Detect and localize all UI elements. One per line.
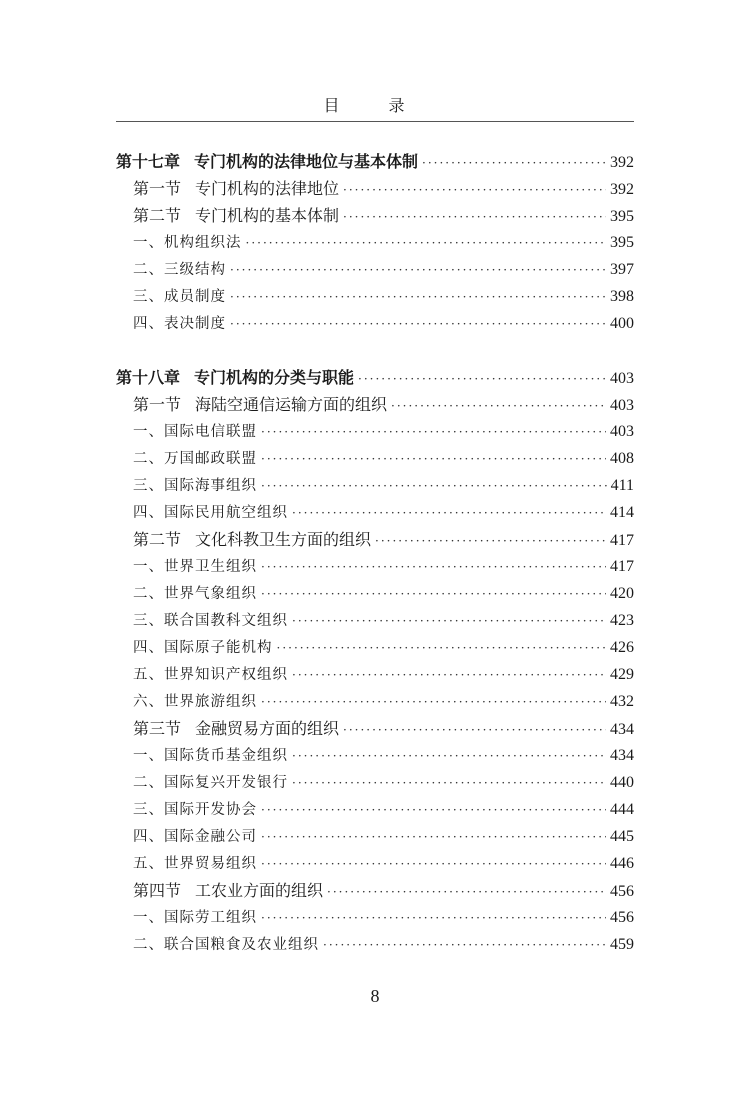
toc-entry-chapter[interactable] [116, 148, 634, 175]
toc-entry-page: 429 [610, 666, 634, 683]
toc-entry-title: 一、国际劳工组织 [133, 910, 257, 926]
toc-entry-title: 五、世界知识产权组织 [133, 667, 288, 683]
toc-leader-dots [375, 528, 606, 555]
toc-entry-page: 403 [610, 397, 634, 414]
toc-entry-label [133, 635, 273, 662]
toc-entry-title: 一、机构组织法 [133, 235, 242, 251]
toc-entry-title: 一、国际货币基金组织 [133, 748, 288, 764]
toc-entry-title: 二、联合国粮食及农业组织 [133, 937, 319, 953]
toc-entry-number: 第十八章 [116, 368, 181, 387]
toc-leader-dots [261, 581, 606, 608]
toc-entry-section[interactable] [116, 202, 634, 229]
toc-entry-item[interactable] [116, 607, 634, 634]
toc-entry-label [133, 257, 226, 284]
toc-leader-dots [292, 608, 606, 635]
toc-entry-label [133, 662, 288, 689]
toc-entry-number: 第一节 [133, 395, 182, 414]
toc-entry-label [116, 364, 354, 391]
toc-entry-page: 411 [610, 477, 634, 494]
toc-leader-dots [292, 743, 606, 770]
toc-entry-label [133, 608, 288, 635]
toc-entry-item[interactable] [116, 283, 634, 310]
toc-entry-title: 金融贸易方面的组织 [195, 719, 340, 738]
toc-entry-label [133, 446, 257, 473]
toc-entry-label [133, 877, 323, 904]
toc-entry-label [133, 797, 257, 824]
toc-leader-dots [292, 770, 606, 797]
toc-entry-label [133, 581, 257, 608]
toc-entry-page: 434 [610, 747, 634, 764]
header-rule [116, 121, 634, 122]
toc-entry-page: 456 [610, 909, 634, 926]
toc-entry-item[interactable] [116, 310, 634, 337]
toc-entry-title: 专门机构的分类与职能 [194, 368, 355, 387]
toc-entry-title: 专门机构的法律地位与基本体制 [194, 152, 419, 171]
toc-entry-page: 440 [610, 774, 634, 791]
toc-entry-item[interactable] [116, 499, 634, 526]
toc-entry-title: 二、国际复兴开发银行 [133, 775, 288, 791]
toc-entry-page: 459 [610, 936, 634, 953]
toc-entry-item[interactable] [116, 472, 634, 499]
toc-leader-dots [261, 554, 606, 581]
toc-entry-label [133, 284, 226, 311]
toc-leader-dots [261, 473, 607, 500]
toc-entry-page: 398 [610, 288, 634, 305]
toc-leader-dots [261, 419, 606, 446]
toc-entry-number: 第四节 [133, 881, 182, 900]
toc-entry-label [133, 715, 339, 742]
toc-entry-title: 四、表决制度 [133, 316, 226, 332]
toc-entry-label [133, 851, 257, 878]
toc-entry-section[interactable] [116, 391, 634, 418]
toc-entry-label [133, 473, 257, 500]
toc-entry-section[interactable] [116, 175, 634, 202]
toc-entry-item[interactable] [116, 634, 634, 661]
toc-leader-dots [261, 905, 606, 932]
toc-entry-label [133, 175, 339, 202]
toc-leader-dots [246, 230, 607, 257]
toc-entry-label [133, 932, 319, 959]
toc-leader-dots [358, 366, 606, 393]
toc-leader-dots [323, 932, 606, 959]
toc-leader-dots [261, 797, 606, 824]
toc-entry-page: 432 [610, 693, 634, 710]
toc-entry-label [133, 743, 288, 770]
toc-entry-title: 三、国际海事组织 [133, 478, 257, 494]
toc-entry-title: 四、国际原子能机构 [133, 640, 273, 656]
toc-entry-page: 417 [610, 558, 634, 575]
toc-entry-page: 395 [610, 234, 634, 251]
toc-entry-label [133, 770, 288, 797]
toc-entry-item[interactable] [116, 229, 634, 256]
toc-leader-dots [261, 851, 606, 878]
toc-leader-dots [230, 257, 606, 284]
toc-entry-page: 445 [610, 828, 634, 845]
toc-leader-dots [230, 284, 606, 311]
toc-leader-dots [292, 662, 606, 689]
toc-entry-label [133, 526, 371, 553]
toc-entry-label [133, 202, 339, 229]
toc-entry-page: 423 [610, 612, 634, 629]
toc-entry-page: 420 [610, 585, 634, 602]
toc-entry-item[interactable] [116, 742, 634, 769]
toc-entry-item[interactable] [116, 850, 634, 877]
toc-entry-item[interactable] [116, 688, 634, 715]
toc-entry-title: 四、国际民用航空组织 [133, 505, 288, 521]
toc-entry-item[interactable] [116, 904, 634, 931]
toc-leader-dots [292, 500, 606, 527]
toc-leader-dots [343, 717, 606, 744]
toc-entry-item[interactable] [116, 796, 634, 823]
toc-leader-dots [391, 393, 606, 420]
toc-entry-page: 456 [610, 883, 634, 900]
page-header-title: 目 录 [323, 96, 427, 115]
toc-entry-number: 第三节 [133, 719, 182, 738]
toc-entry-title: 二、三级结构 [133, 262, 226, 278]
toc-entry-label [116, 148, 418, 175]
toc-leader-dots [261, 824, 606, 851]
toc-entry-title: 三、联合国教科文组织 [133, 613, 288, 629]
toc-entry-number: 第十七章 [116, 152, 181, 171]
toc-entry-page: 414 [610, 504, 634, 521]
toc-entry-page: 446 [610, 855, 634, 872]
toc-entry-label [133, 500, 288, 527]
toc-entry-page: 403 [610, 370, 634, 387]
toc-entry-item[interactable] [116, 445, 634, 472]
toc-entry-item[interactable] [116, 553, 634, 580]
toc-entry-number: 第二节 [133, 530, 182, 549]
toc-entry-item[interactable] [116, 256, 634, 283]
chapter-spacer [116, 337, 634, 364]
toc-entry-title: 文化科教卫生方面的组织 [195, 530, 372, 549]
toc-entry-title: 一、国际电信联盟 [133, 424, 257, 440]
toc-leader-dots [327, 879, 606, 906]
toc-entry-label [133, 419, 257, 446]
toc-entry-item[interactable] [116, 769, 634, 796]
toc-entry-title: 二、世界气象组织 [133, 586, 257, 602]
toc-entry-page: 444 [610, 801, 634, 818]
toc-entry-section[interactable] [116, 877, 634, 904]
toc-entry-title: 专门机构的基本体制 [195, 206, 340, 225]
toc-entry-title: 三、国际开发协会 [133, 802, 257, 818]
page-number: 8 [370, 986, 380, 1006]
toc-entry-label [133, 689, 257, 716]
toc-leader-dots [343, 177, 606, 204]
table-of-contents [116, 148, 634, 958]
toc-leader-dots [277, 635, 607, 662]
toc-entry-title: 四、国际金融公司 [133, 829, 257, 845]
toc-entry-title: 海陆空通信运输方面的组织 [195, 395, 388, 414]
toc-entry-number: 第二节 [133, 206, 182, 225]
toc-entry-page: 395 [610, 208, 634, 225]
toc-leader-dots [230, 311, 606, 338]
toc-leader-dots [261, 446, 606, 473]
toc-entry-item[interactable] [116, 823, 634, 850]
toc-entry-label [133, 824, 257, 851]
toc-entry-label [133, 230, 242, 257]
toc-entry-label [133, 554, 257, 581]
toc-entry-page: 400 [610, 315, 634, 332]
toc-entry-page: 392 [610, 181, 634, 198]
toc-entry-number: 第一节 [133, 179, 182, 198]
toc-entry-page: 426 [610, 639, 634, 656]
toc-entry-item[interactable] [116, 931, 634, 958]
toc-entry-title: 专门机构的法律地位 [195, 179, 340, 198]
toc-entry-page: 397 [610, 261, 634, 278]
toc-entry-page: 408 [610, 450, 634, 467]
toc-entry-label [133, 391, 387, 418]
toc-entry-section[interactable] [116, 715, 634, 742]
toc-entry-item[interactable] [116, 661, 634, 688]
toc-entry-title: 三、成员制度 [133, 289, 226, 305]
toc-entry-title: 二、万国邮政联盟 [133, 451, 257, 467]
toc-entry-label [133, 311, 226, 338]
toc-entry-section[interactable] [116, 526, 634, 553]
toc-leader-dots [343, 204, 606, 231]
toc-entry-title: 工农业方面的组织 [195, 881, 324, 900]
toc-entry-page: 403 [610, 423, 634, 440]
toc-leader-dots [422, 150, 606, 177]
toc-entry-chapter[interactable] [116, 364, 634, 391]
toc-entry-title: 六、世界旅游组织 [133, 694, 257, 710]
toc-entry-label [133, 905, 257, 932]
toc-entry-item[interactable] [116, 580, 634, 607]
toc-entry-item[interactable] [116, 418, 634, 445]
toc-entry-page: 392 [610, 154, 634, 171]
toc-entry-page: 434 [610, 721, 634, 738]
toc-leader-dots [261, 689, 606, 716]
toc-entry-title: 一、世界卫生组织 [133, 559, 257, 575]
toc-entry-title: 五、世界贸易组织 [133, 856, 257, 872]
toc-entry-page: 417 [610, 532, 634, 549]
